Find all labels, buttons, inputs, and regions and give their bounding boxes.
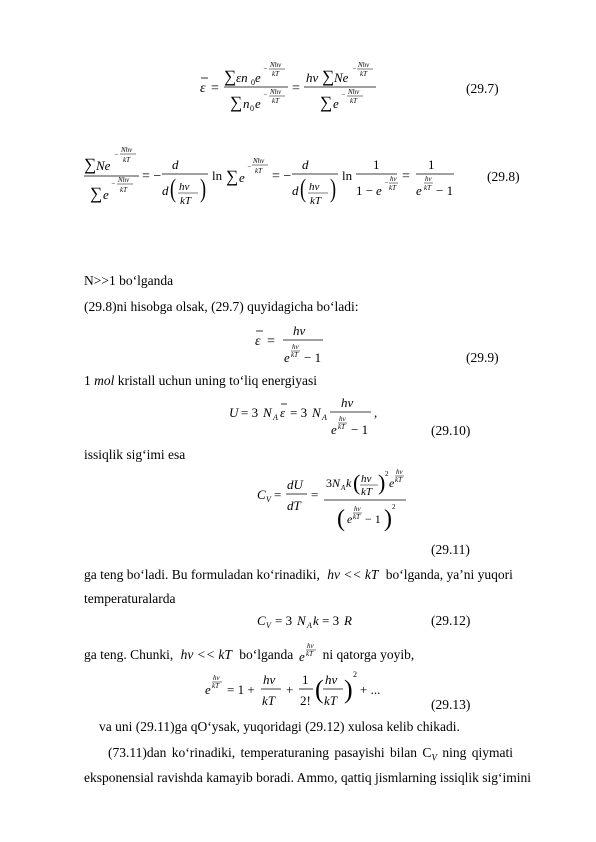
svg-text:kT: kT (305, 650, 313, 658)
svg-text:C: C (257, 613, 266, 628)
svg-text:hν: hν (263, 672, 276, 687)
paragraph-line: (29.8)ni hisobga olsak, (29.7) quyidagicha bo‘ladi: (84, 299, 359, 314)
paragraph-line: issiqlik sig‘imi esa (84, 447, 186, 462)
svg-text:∑: ∑ (90, 184, 103, 203)
svg-text:hν: hν (354, 505, 361, 513)
svg-text:): ) (344, 675, 353, 704)
svg-text:0: 0 (250, 104, 254, 113)
svg-text:= 3: = 3 (290, 405, 308, 420)
svg-text:(: ( (353, 470, 361, 495)
svg-text:=: = (311, 487, 319, 502)
svg-text:kT: kT (424, 184, 431, 192)
svg-text:e: e (255, 96, 261, 111)
svg-text:kT: kT (395, 476, 402, 484)
svg-text:kT: kT (389, 184, 396, 192)
svg-text:e: e (389, 476, 395, 490)
svg-text:εn: εn (236, 70, 248, 85)
svg-text:= 3: = 3 (322, 613, 340, 628)
svg-text:= −: = − (142, 169, 162, 184)
svg-text:ln: ln (212, 168, 223, 183)
svg-text:e: e (239, 170, 245, 185)
paragraph-line (84, 642, 415, 664)
svg-text:1: 1 (373, 157, 380, 172)
svg-text:+: + (286, 682, 294, 697)
svg-text:kT: kT (361, 486, 372, 498)
svg-text:d: d (292, 183, 299, 198)
svg-text:U: U (229, 405, 239, 420)
svg-text:hν: hν (292, 343, 299, 351)
svg-text:=: = (274, 487, 282, 502)
svg-text:−: − (341, 91, 346, 99)
paragraph-line: eksponensial ravishda kamayib boradi. Ammo, qattiq jismlarning issiqlik sig‘imini (84, 770, 531, 785)
equation-number: (29.11) (431, 542, 470, 557)
svg-text:∑: ∑ (224, 67, 237, 86)
svg-text:2!: 2! (300, 693, 311, 708)
svg-text:): ) (330, 173, 337, 203)
svg-text:N: N (297, 613, 306, 628)
svg-text:=: = (292, 81, 300, 96)
text-fragment: 1 (84, 373, 95, 388)
svg-text:2: 2 (392, 503, 396, 511)
svg-text:ln: ln (342, 168, 353, 183)
text-fragment: ga teng bo‘ladi. Bu formuladan ko‘rinadiki, (84, 567, 320, 582)
svg-text:e: e (376, 183, 382, 198)
text-fragment: kristall uchun uning to‘liq energiyasi (114, 373, 317, 388)
svg-text:= −: = − (272, 169, 292, 184)
equation-number: (29.13) (431, 697, 471, 712)
svg-text:k: k (346, 476, 352, 490)
svg-text:kT: kT (272, 70, 279, 78)
svg-text:2: 2 (385, 470, 389, 478)
svg-text:): ) (378, 470, 386, 495)
svg-text:R: R (344, 613, 352, 628)
subscript: V (431, 752, 437, 763)
svg-text:hν: hν (339, 415, 346, 423)
svg-text:∑: ∑ (226, 167, 239, 186)
svg-text:kT: kT (338, 423, 345, 431)
svg-text:e: e (298, 649, 305, 664)
svg-text:dT: dT (287, 498, 301, 513)
svg-text:kT: kT (120, 186, 127, 194)
svg-text:N: N (263, 405, 272, 420)
svg-text:Ne: Ne (96, 158, 111, 173)
svg-text:V: V (266, 495, 271, 504)
svg-text:d: d (302, 157, 309, 172)
svg-text:kT: kT (353, 513, 360, 521)
svg-text:hν: hν (309, 181, 320, 193)
paragraph-line (108, 744, 513, 767)
svg-text:e: e (284, 350, 290, 365)
svg-text:e: e (347, 512, 353, 526)
paragraph-line: N>>1 bo‘lganda (84, 273, 174, 288)
text-fragment: ning qiymati (436, 745, 514, 760)
svg-text:hν: hν (425, 175, 432, 183)
svg-text:= 1 +: = 1 + (227, 682, 255, 697)
svg-text:(: ( (315, 675, 324, 704)
svg-text:e: e (333, 96, 339, 111)
svg-text:∑: ∑ (320, 93, 333, 112)
equation-29-12 (257, 610, 367, 632)
svg-text:kT: kT (360, 70, 367, 78)
svg-text:1 −: 1 − (356, 183, 374, 198)
svg-text:Nhν: Nhν (253, 157, 265, 165)
svg-text:=: = (402, 169, 410, 184)
equation-29-9 (255, 322, 345, 368)
equation-29-10 (229, 394, 379, 440)
svg-text:(: ( (337, 506, 345, 532)
svg-text:+ ...: + ... (360, 682, 381, 697)
svg-text:): ) (384, 506, 392, 532)
svg-text:ε: ε (200, 81, 206, 96)
svg-text:hν: hν (293, 323, 306, 338)
svg-text:C: C (257, 487, 266, 502)
equation-29-8 (84, 143, 464, 213)
equation-number: (29.12) (431, 613, 471, 628)
svg-text:kT: kT (180, 195, 191, 207)
svg-text:kT: kT (262, 693, 275, 708)
svg-text:∑: ∑ (322, 67, 335, 86)
text-fragment: ga teng. Chunki, (84, 647, 174, 662)
svg-text:∑: ∑ (84, 155, 97, 174)
svg-text:hν: hν (361, 473, 372, 485)
svg-text:V: V (266, 621, 271, 630)
svg-text:k: k (313, 613, 319, 628)
svg-text:0: 0 (251, 78, 255, 87)
svg-text:kT: kT (291, 351, 298, 359)
svg-text:kT: kT (310, 195, 321, 207)
svg-text:A: A (273, 413, 278, 422)
svg-text:A: A (341, 484, 346, 492)
svg-text:,: , (374, 405, 378, 420)
exp-formula (297, 642, 323, 664)
svg-text:= 3: = 3 (275, 613, 293, 628)
svg-text:hν: hν (390, 175, 397, 183)
svg-text:d: d (162, 183, 169, 198)
paragraph-line: temperaturalarda (84, 591, 176, 606)
svg-text:kT: kT (324, 693, 337, 708)
svg-text:1: 1 (302, 672, 309, 687)
equation-number: (29.8) (487, 169, 520, 184)
svg-text:Nhν: Nhν (270, 61, 282, 69)
svg-text:= 3: = 3 (241, 405, 259, 420)
svg-text:Ne: Ne (334, 70, 349, 85)
svg-text:− 1: − 1 (304, 350, 322, 365)
paragraph-line (84, 372, 317, 390)
svg-text:−: − (384, 179, 389, 187)
svg-text:hν: hν (306, 642, 314, 650)
svg-text:− 1: − 1 (436, 183, 454, 198)
svg-text:A: A (307, 621, 312, 630)
equation-number: (29.9) (466, 350, 499, 365)
svg-text:hν: hν (306, 70, 319, 85)
condition-formula: hν << kT (327, 567, 379, 582)
svg-text:hν: hν (341, 395, 354, 410)
svg-text:(: ( (170, 173, 177, 203)
text-fragment: mol (94, 373, 115, 388)
svg-text:Nhν: Nhν (348, 88, 360, 96)
svg-text:1: 1 (428, 157, 435, 172)
svg-text:3: 3 (326, 476, 332, 490)
svg-text:e: e (205, 682, 211, 697)
text-fragment: (73.11)dan ko‘rinadiki, temperaturaning pasayishi bilan C (108, 745, 432, 760)
svg-text:A: A (322, 413, 327, 422)
svg-text:kT: kT (255, 167, 262, 175)
svg-text:−: − (263, 91, 268, 99)
svg-text:e: e (331, 422, 337, 437)
svg-text:− 1: − 1 (365, 512, 381, 526)
svg-text:Nhν: Nhν (118, 176, 130, 184)
svg-text:− 1: − 1 (351, 422, 369, 437)
equation-number: (29.7) (466, 81, 499, 96)
svg-text:=: = (211, 81, 219, 96)
svg-text:N: N (312, 405, 321, 420)
svg-text:e: e (255, 70, 261, 85)
svg-text:ε: ε (280, 405, 286, 420)
svg-text:−: − (352, 65, 357, 73)
svg-text:hν: hν (396, 468, 403, 476)
condition-formula: hν << kT (180, 647, 232, 662)
svg-text:kT: kT (123, 156, 130, 164)
svg-text:−: − (263, 65, 268, 73)
svg-text:∑: ∑ (230, 93, 243, 112)
svg-text:hν: hν (213, 674, 220, 682)
svg-text:N: N (332, 476, 341, 490)
equation-29-11 (257, 466, 407, 532)
svg-text:2: 2 (353, 670, 357, 679)
equation-29-13 (205, 666, 395, 712)
svg-text:): ) (200, 173, 207, 203)
svg-text:−: − (114, 151, 119, 159)
paragraph-line (84, 566, 513, 584)
svg-text:hν: hν (325, 672, 338, 687)
paragraph-line: va uni (29.11)ga qO‘ysak, yuqoridagi (29.12) xulosa kelib chikadi. (99, 719, 460, 734)
svg-text:ε: ε (255, 334, 261, 349)
equation-29-7 (200, 58, 450, 116)
svg-text:−: − (111, 180, 116, 188)
text-fragment: bo‘lganda (239, 647, 294, 662)
svg-text:−: − (247, 163, 252, 171)
svg-text:e: e (416, 183, 422, 198)
svg-text:e: e (103, 187, 109, 202)
svg-text:kT: kT (350, 97, 357, 105)
svg-text:n: n (243, 96, 250, 111)
svg-text:dU: dU (287, 477, 303, 492)
svg-text:(: ( (300, 173, 307, 203)
text-fragment: ni qatorga yoyib, (322, 647, 415, 662)
svg-text:=: = (267, 334, 275, 349)
svg-text:kT: kT (272, 97, 279, 105)
svg-text:Nhν: Nhν (358, 61, 370, 69)
svg-text:Nhν: Nhν (270, 88, 282, 96)
svg-text:hν: hν (179, 181, 190, 193)
text-fragment: bo‘lganda, ya’ni yuqori (385, 567, 513, 582)
equation-number: (29.10) (431, 423, 471, 438)
svg-text:kT: kT (212, 682, 219, 690)
svg-text:d: d (172, 157, 179, 172)
svg-text:Nhν: Nhν (121, 146, 133, 154)
